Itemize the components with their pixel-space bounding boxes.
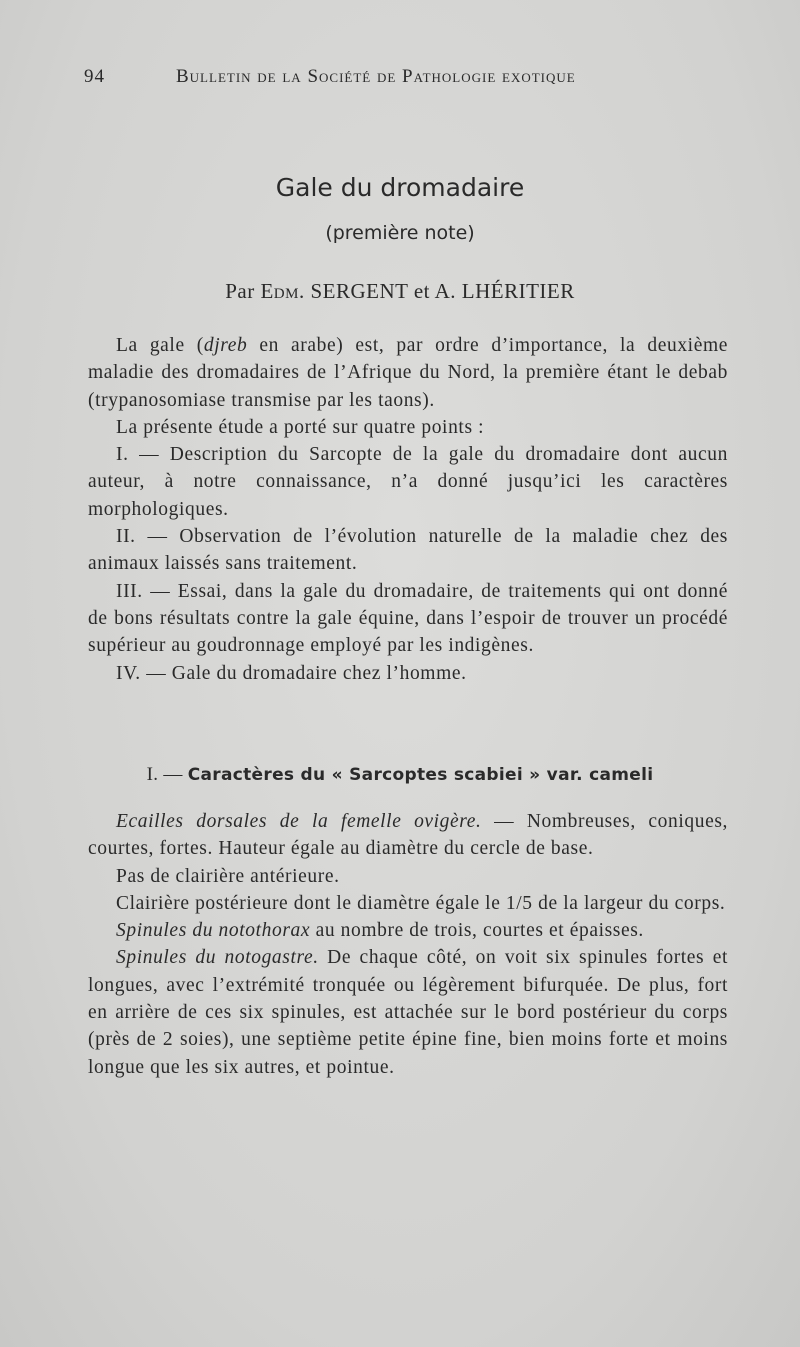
- italic-term: Ecailles dorsales de la femelle ovigère.: [116, 811, 482, 832]
- section-heading: [0, 764, 800, 786]
- italic-term: Spinules du notogastre.: [116, 947, 319, 969]
- page-number: 94: [84, 66, 105, 87]
- paragraph: IV. — Gale du dromadaire chez l’homme.: [116, 662, 467, 684]
- article-subtitle: (première note): [325, 222, 475, 244]
- paragraph: Pas de clairière antérieure.: [116, 865, 340, 887]
- paragraph: [88, 944, 728, 1080]
- paragraph: II. — Observation de l’évolution naturelle de la maladie chez des animaux laissés sans traitement.: [88, 526, 728, 575]
- section-title: Caractères du « Sarcoptes scabiei » var. cameli: [187, 765, 654, 785]
- paragraph: III. — Essai, dans la gale du dromadaire, de traitements qui ont donné de bons résultats contre la gale équine, dans l’espoir de trouver un procédé supérieur au goudronnage employé par les indigènes.: [88, 580, 728, 657]
- article-authors: [0, 279, 800, 304]
- author-names: SERGENT et A. LHÉRITIER: [310, 279, 575, 303]
- journal-title: Bulletin de la Société de Pathologie exotique: [176, 66, 576, 87]
- paragraph: Clairière postérieure dont le diamètre égale le 1/5 de la largeur du corps.: [116, 892, 726, 914]
- article-title: Gale du dromadaire: [275, 173, 525, 202]
- paragraph: I. — Description du Sarcopte de la gale du dromadaire dont aucun auteur, à notre connaissance, n’a donné jusqu’ici les caractères morphologiques.: [88, 444, 728, 520]
- section-body: [88, 808, 728, 1081]
- text-run: au nombre de trois, courtes et épaisses.: [310, 920, 644, 942]
- author-first-name: Edm.: [260, 279, 305, 303]
- section-number: I. —: [146, 764, 188, 785]
- italic-term: djreb: [203, 335, 248, 356]
- text-run: La gale (: [116, 335, 204, 356]
- paragraph: [88, 808, 728, 863]
- text-run: en arabe) est, par ordre d’importance, la deuxième maladie des dromadaires de l’Afrique du Nord, la première étant le debab (trypanosomiase transmise par les taons).: [88, 335, 728, 411]
- italic-term: Spinules du notothorax: [116, 920, 311, 942]
- paragraph: [88, 332, 728, 414]
- text-run: De chaque côté, on voit six spinules fortes et longues, avec l’extrémité tronquée ou légèrement bifurquée. De plus, fort en arrière de ces six spinules, est attachée sur le bord postérieur du corps (près de 2 soies), une septième petite épine fine, bien moins forte et moins longue que les six autres, et pointue.: [88, 947, 728, 1078]
- intro-body: [88, 332, 728, 687]
- text-run: — Nombreuses, coniques, courtes, fortes. Hauteur égale au diamètre du cercle de base.: [88, 811, 728, 860]
- by-label: Par: [225, 279, 255, 303]
- paragraph: La présente étude a porté sur quatre points :: [116, 416, 485, 438]
- paragraph: [88, 917, 728, 944]
